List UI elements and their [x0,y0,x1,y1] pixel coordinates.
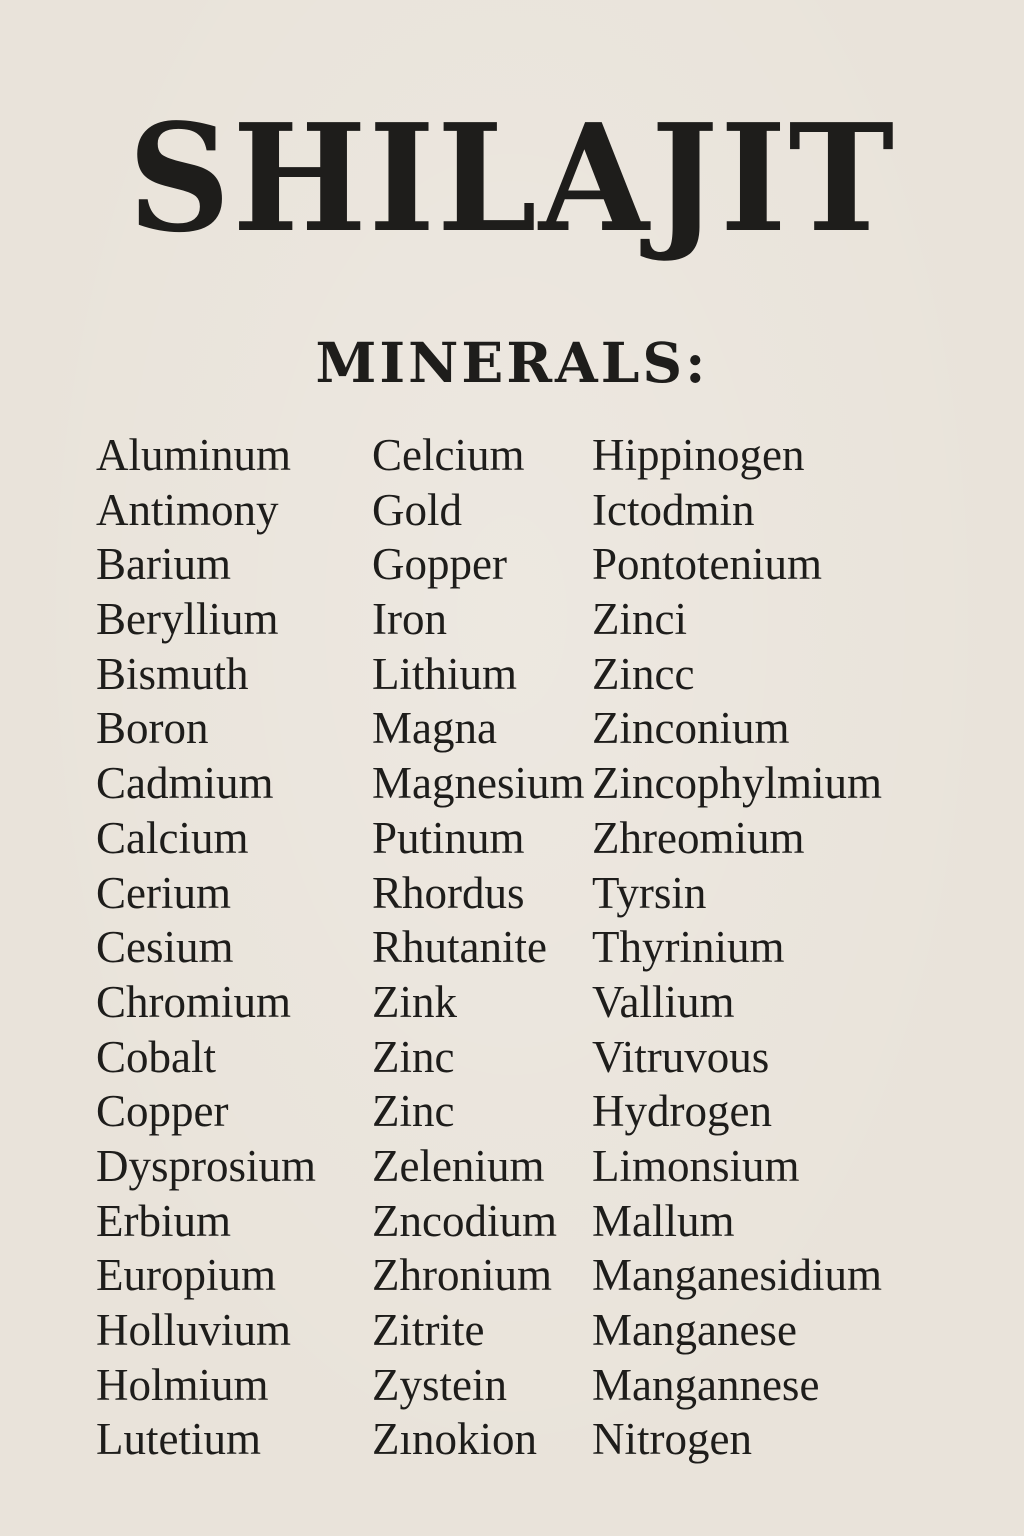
list-item: Vallium [592,976,735,1027]
list-item: Manganese [592,1305,797,1355]
minerals-column-3 [592,428,882,1467]
list-item: Zincc [592,648,695,699]
list-item: Magnesium [372,758,585,809]
list-item: Zhronium [372,1250,552,1301]
list-item: Zhreomium [592,812,805,863]
list-item: Calcium [96,812,249,863]
list-item: Erbium [96,1195,231,1246]
minerals-column-1 [96,428,316,1467]
list-item: Bismuth [96,648,249,699]
list-item: Copper [96,1086,229,1137]
list-item: Rhordus [372,867,525,918]
list-item: Barium [96,539,231,590]
list-item: Lutetium [96,1414,261,1465]
list-item: Dysprosium [96,1140,317,1191]
list-item: Zincophylmium [592,758,882,809]
list-item: Lithium [372,648,517,699]
list-item: Pontotenium [592,539,823,590]
list-item: Mallum [592,1195,735,1246]
list-item: Mangannese [592,1359,820,1410]
list-item: Gopper [372,539,507,590]
list-item: Holluvium [96,1305,292,1355]
list-item: Putinum [372,812,525,863]
list-item: Zncodium [372,1195,557,1246]
list-item: Holmium [96,1359,269,1410]
minerals-column-2 [372,428,584,1467]
list-item: Zinc [372,1031,455,1082]
list-item: Vitruvous [592,1031,770,1082]
list-item: Manganesidium [592,1250,882,1301]
list-item: Zinc [372,1086,455,1137]
list-item: Zelenium [372,1140,545,1191]
list-item: Europium [96,1250,276,1301]
list-item: Beryllium [96,594,279,645]
list-item: Boron [96,703,209,754]
list-item: Ictodmin [592,484,755,535]
list-item: Hippinogen [592,430,805,480]
list-item: Limonsium [592,1140,800,1191]
list-item: Cobalt [96,1031,216,1082]
list-item: Thyrinium [592,922,785,973]
list-item: Antimony [96,484,279,535]
list-item: Chromium [96,976,292,1027]
list-item: Magna [372,703,497,754]
list-item: Celcium [372,430,525,480]
list-item: Zınokion [372,1414,537,1465]
list-item: Gold [372,484,462,535]
list-item: Cerium [96,867,231,918]
list-item: Aluminum [96,430,292,480]
section-heading: MINERALS: [315,330,709,395]
list-item: Tyrsin [592,867,707,918]
list-item: Zitrite [372,1305,485,1355]
list-item: Zystein [372,1359,507,1410]
list-item: Cadmium [96,758,274,809]
list-item: Zinci [592,594,687,645]
list-item: Nitrogen [592,1414,752,1465]
list-item: Rhutanite [372,922,547,973]
list-item: Zinconium [592,703,790,754]
list-item: Iron [372,594,447,645]
list-item: Zink [372,976,457,1027]
page-title: SHILAJIT [127,91,897,265]
list-item: Hydrogen [592,1086,772,1137]
list-item: Cesium [96,922,234,973]
